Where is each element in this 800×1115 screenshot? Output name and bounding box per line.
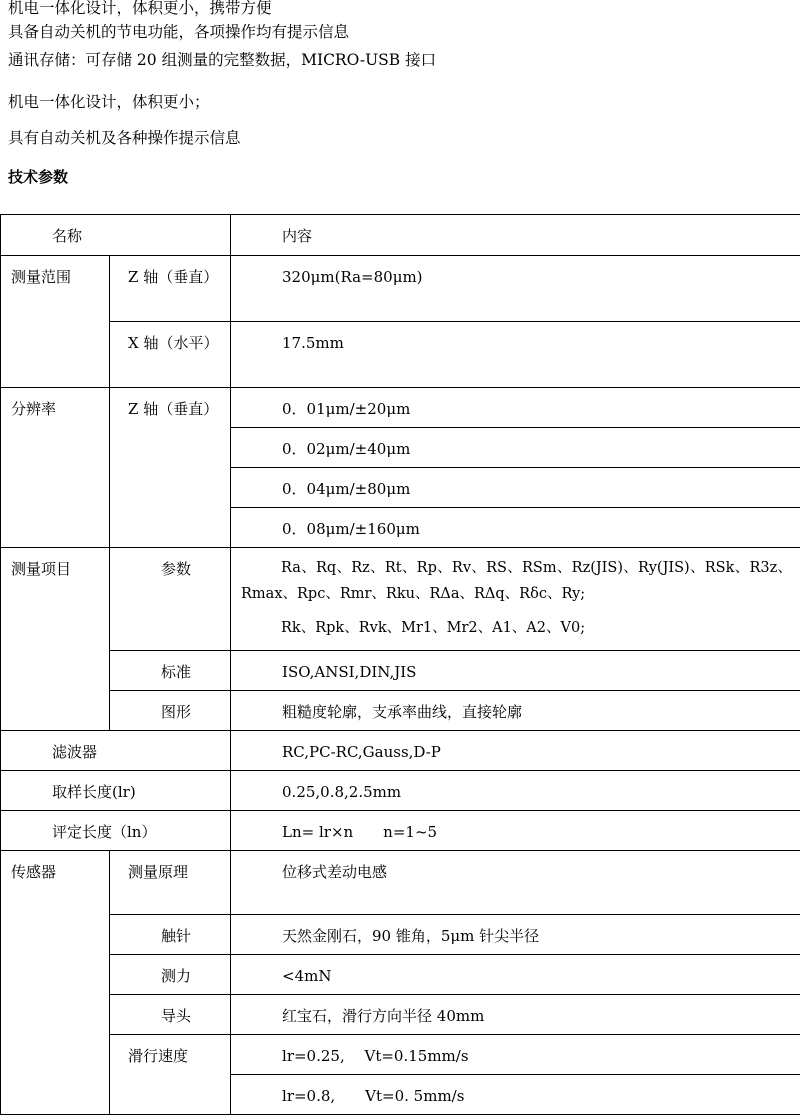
range-z-axis: Z 轴（垂直） (110, 256, 231, 322)
sensor-force-value: <4mN (231, 955, 800, 995)
table-header-row (1, 215, 800, 256)
header-content: 内容 (231, 215, 800, 256)
sensor-stylus-label: 触针 (110, 915, 231, 955)
items-label: 测量项目 (1, 548, 110, 731)
range-z-value: 320μm(Ra=80μm) (231, 256, 800, 322)
sensor-label: 传感器 (1, 851, 110, 1115)
intro-line-5: 具有自动关机及各种操作提示信息 (8, 128, 241, 148)
table-row (1, 691, 800, 731)
sensor-speed-label: 滑行速度 (110, 1035, 231, 1115)
sensor-principle-label: 测量原理 (110, 851, 231, 915)
table-row (1, 915, 800, 955)
items-graph-label: 图形 (110, 691, 231, 731)
table-row (1, 731, 800, 771)
table-row (1, 322, 800, 388)
items-params-value: Ra、Rq、Rz、Rt、Rp、Rv、RS、RSm、Rz(JIS)、Ry(JIS)、RSk、R3z、Rmax、Rpc、Rmr、Rku、RΔa、RΔq、Rδc、Ry; Rk、Rpk、Rvk、Mr1、Mr2、A1、A2、V0; (231, 548, 800, 651)
table-row (1, 771, 800, 811)
sensor-guide-value: 红宝石，滑行方向半径 40mm (231, 995, 800, 1035)
header-name: 名称 (1, 215, 231, 256)
table-row (1, 851, 800, 915)
range-x-axis: X 轴（水平） (110, 322, 231, 388)
sensor-principle-value: 位移式差动电感 (231, 851, 800, 915)
items-graph-value: 粗糙度轮廓，支承率曲线，直接轮廓 (231, 691, 800, 731)
resolution-value-3: 0．04μm/±80μm (231, 468, 800, 508)
table-row (1, 548, 800, 651)
table-row (1, 651, 800, 691)
table-row (1, 256, 800, 322)
resolution-value-4: 0．08μm/±160μm (231, 508, 800, 548)
items-params-label: 参数 (110, 548, 231, 651)
items-standard-label: 标准 (110, 651, 231, 691)
filter-value: RC,PC-RC,Gauss,D-P (231, 731, 800, 771)
evaluation-label: 评定长度（ln） (1, 811, 231, 851)
items-standard-value: ISO,ANSI,DIN,JIS (231, 651, 800, 691)
sensor-speed-value-1: lr=0.25, Vt=0.15mm/s (231, 1035, 800, 1075)
table-row (1, 811, 800, 851)
table-row (1, 995, 800, 1035)
resolution-value-2: 0．02μm/±40μm (231, 428, 800, 468)
evaluation-value: Ln= lr×n n=1~5 (231, 811, 800, 851)
sensor-stylus-value: 天然金刚石，90 锥角，5μm 针尖半径 (231, 915, 800, 955)
table-row (1, 955, 800, 995)
resolution-z-axis: Z 轴（垂直） (110, 388, 231, 548)
table-row (1, 1035, 800, 1075)
intro-line-2: 具备自动关机的节电功能，各项操作均有提示信息 (8, 22, 349, 42)
intro-line-1: 机电一体化设计，体积更小，携带方便 (8, 0, 272, 18)
sampling-value: 0.25,0.8,2.5mm (231, 771, 800, 811)
resolution-label: 分辨率 (1, 388, 110, 548)
table-row (1, 388, 800, 428)
intro-line-3: 通讯存储：可存储 20 组测量的完整数据，MICRO-USB 接口 (8, 50, 436, 70)
sampling-label: 取样长度(lr) (1, 771, 231, 811)
sensor-speed-value-2: lr=0.8, Vt=0. 5mm/s (231, 1075, 800, 1115)
sensor-force-label: 测力 (110, 955, 231, 995)
spec-table (0, 214, 800, 1115)
range-label: 测量范围 (1, 256, 110, 388)
sensor-guide-label: 导头 (110, 995, 231, 1035)
section-title: 技术参数 (8, 167, 68, 187)
resolution-value-1: 0．01μm/±20μm (231, 388, 800, 428)
filter-label: 滤波器 (1, 731, 231, 771)
intro-line-4: 机电一体化设计，体积更小； (8, 92, 210, 112)
range-x-value: 17.5mm (231, 322, 800, 388)
